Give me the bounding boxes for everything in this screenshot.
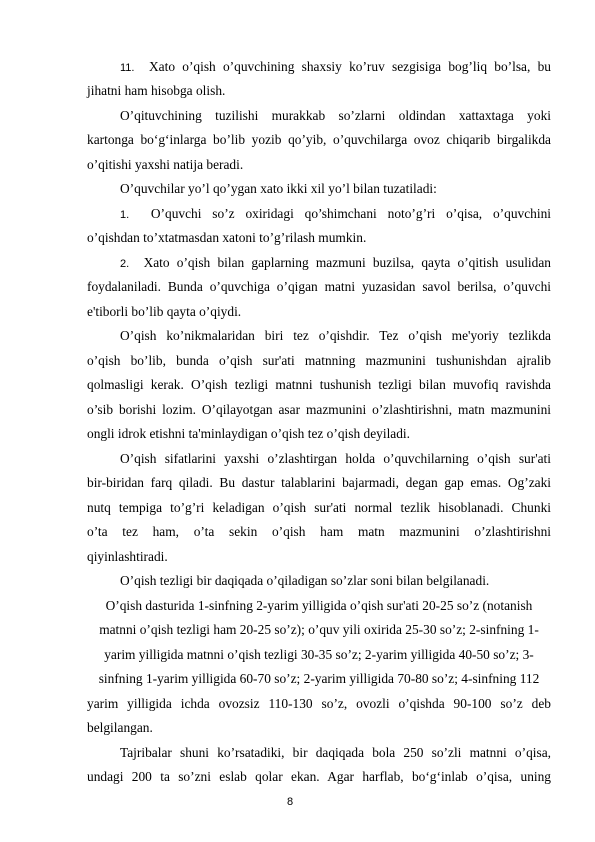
paragraph-number: 11. [120, 62, 135, 74]
text-line [120, 255, 551, 271]
text-line: o’qitishi yaxshi natija beradi. [87, 157, 244, 172]
line-text: Xato o’qish bilan gaplarning mazmuni buzilsa, qayta o’qitish usulidan [143, 255, 551, 270]
list-number: 2. [120, 258, 130, 270]
text-line: O’qish dasturida 1-sinfning 2-yarim yilligida o’qish sur'ati 20-25 so’z (notanish [105, 598, 533, 613]
line-text: Xato o’qish o’quvchining shaxsiy ko’ruv sezgisiga bog’liq bo’lsa, bu [148, 59, 551, 74]
text-line [120, 206, 551, 222]
text-line: yarim yilligida matnni o’qish tezligi 30-35 so’z; 2-yarim yilligida 40-50 so’z; 3- [104, 647, 534, 662]
text-line: belgilangan. [87, 720, 153, 735]
text-line: o’sib borishi lozim. O’qilayotgan asar mazmunini o’zlashtirishni, matn mazmunini [87, 402, 551, 417]
text-line: qolmasligi kerak. O’qish tezligi matnni tushunish tezligi bilan muvofiq ravishda [87, 377, 551, 392]
text-line: o’ta tez ham, o’ta sekin o’qish ham matn mazmunini o’zlashtirishni [87, 524, 551, 539]
text-line: jihatni ham hisobga olish. [87, 83, 226, 98]
text-line: ongli idrok etishni ta'minlaydigan o’qish tez o’qish deyiladi. [87, 426, 410, 441]
line-text: O’quvchi so’z oxiridagi qo’shimchani noto’g’ri o’qisa, o’quvchini [150, 206, 551, 221]
text-line: kartonga bo‘g‘inlarga bo’lib yozib qo’yib, o’quvchilarga ovoz chiqarib birgalikda [87, 132, 551, 147]
text-line: yarim yilligida ichda ovozsiz 110-130 so’z, ovozli o’qishda 90-100 so’z deb [87, 696, 551, 711]
text-line: undagi 200 ta so’zni eslab qolar ekan. Agar harflab, bo‘g‘inlab o’qisa, uning [87, 769, 551, 784]
page-number: 8 [286, 796, 294, 808]
text-line: foydalaniladi. Bunda o’quvchiga o’qigan matni yuzasidan savol berilsa, o’quvchi [87, 279, 551, 294]
text-line [120, 59, 551, 75]
text-line: Tajribalar shuni ko’rsatadiki, bir daqiqada bola 250 so’zli matnni o’qisa, [120, 745, 551, 760]
text-line: O’quvchilar yo’l qo’ygan xato ikki xil yo’l bilan tuzatiladi: [120, 181, 437, 196]
list-number: 1. [120, 209, 130, 221]
text-line: matnni o’qish tezligi ham 20-25 so’z); o’quv yili oxirida 25-30 so’z; 2-sinfning 1- [99, 622, 539, 637]
text-line: qiyinlashtiradi. [87, 549, 168, 564]
text-line: O’qituvchining tuzilishi murakkab so’zlarni oldindan xattaxtaga yoki [120, 108, 551, 123]
text-line: bir-biridan farq qiladi. Bu dastur talablarini bajarmadi, degan gap emas. Og’zaki [87, 475, 551, 490]
text-line: e'tiborli bo’lib qayta o’qiydi. [87, 304, 242, 319]
text-line: o’qish bo’lib, bunda o’qish sur'ati matnning mazmunini tushunishdan ajralib [87, 353, 551, 368]
text-line: o’qishdan to’xtatmasdan xatoni to’g’rilash mumkin. [87, 230, 367, 245]
text-line: O’qish tezligi bir daqiqada o’qiladigan so’zlar soni bilan belgilanadi. [120, 573, 490, 588]
text-line: nutq tempiga to’g’ri keladigan o’qish sur'ati normal tezlik hisoblanadi. Chunki [87, 500, 551, 515]
text-line: O’qish ko’nikmalaridan biri tez o’qishdir. Tez o’qish me'yoriy tezlikda [120, 328, 551, 343]
text-line: O’qish sifatlarini yaxshi o’zlashtirgan holda o’quvchilarning o’qish sur'ati [120, 451, 551, 466]
text-line: sinfning 1-yarim yilligida 60-70 so’z; 2-yarim yilligida 70-80 so’z; 4-sinfning 112 [98, 671, 540, 686]
